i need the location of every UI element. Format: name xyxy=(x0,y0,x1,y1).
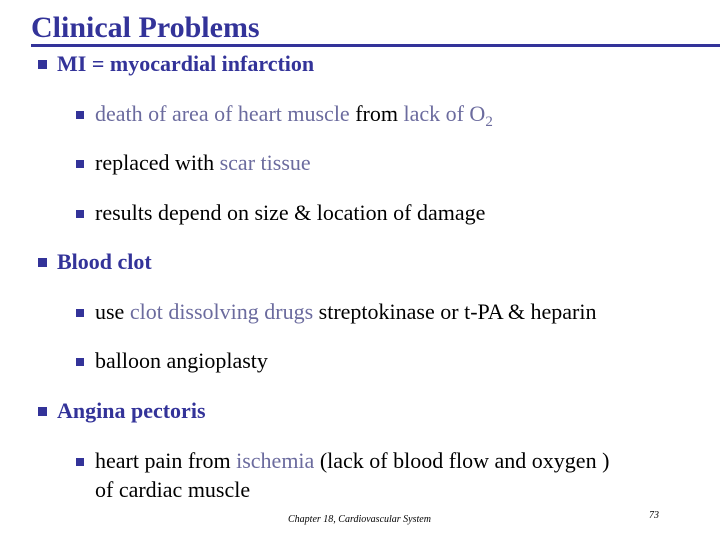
bullet-clot-drugs xyxy=(76,298,597,326)
bullet-blood-clot xyxy=(38,248,152,276)
square-bullet-icon xyxy=(38,407,47,416)
bullet-text-clot-drugs: clot dissolving drugs xyxy=(129,299,319,324)
bullet-angina-text: Angina pectoris xyxy=(57,398,206,423)
square-bullet-icon xyxy=(76,358,84,366)
bullet-angina-pain xyxy=(76,447,609,475)
slide-footer: Chapter 18, Cardiovascular System xyxy=(288,514,431,525)
square-bullet-icon xyxy=(38,258,47,267)
bullet-text-results: results depend on size & location of damage xyxy=(95,200,486,225)
bullet-mi-results xyxy=(76,199,485,227)
bullet-text-streptokinase: streptokinase or t-PA & heparin xyxy=(318,299,597,324)
bullet-text-death: death of area of heart muscle xyxy=(95,101,356,126)
bullet-angina-pain-line2: of cardiac muscle xyxy=(95,477,251,502)
subscript-2: 2 xyxy=(485,114,493,130)
bullet-text-angioplasty: balloon angioplasty xyxy=(95,348,268,373)
bullet-text-heart-pain: heart pain from xyxy=(95,448,237,473)
bullet-text-lack-blood: (lack of blood flow and oxygen ) xyxy=(319,448,610,473)
square-bullet-icon xyxy=(76,210,84,218)
bullet-text-lack-of-o2: lack of O xyxy=(403,101,486,126)
bullet-angina xyxy=(38,397,206,425)
square-bullet-icon xyxy=(76,111,84,119)
slide-title: Clinical Problems xyxy=(31,11,260,44)
bullet-mi-text: MI = myocardial infarction xyxy=(57,51,315,76)
bullet-text-from: from xyxy=(355,101,404,126)
bullet-mi-scar xyxy=(76,149,311,177)
bullet-mi xyxy=(38,50,314,78)
bullet-text-use: use xyxy=(95,299,130,324)
bullet-text-ischemia: ischemia xyxy=(236,448,320,473)
page-number: 73 xyxy=(649,510,659,521)
bullet-mi-death xyxy=(76,100,493,128)
square-bullet-icon xyxy=(76,309,84,317)
square-bullet-icon xyxy=(38,60,47,69)
bullet-text-replaced: replaced with xyxy=(95,150,220,175)
bullet-text-scar-tissue: scar tissue xyxy=(219,150,311,175)
title-underline xyxy=(31,44,720,47)
square-bullet-icon xyxy=(76,458,84,466)
bullet-blood-clot-text: Blood clot xyxy=(57,249,152,274)
bullet-clot-angioplasty xyxy=(76,347,268,375)
square-bullet-icon xyxy=(76,160,84,168)
